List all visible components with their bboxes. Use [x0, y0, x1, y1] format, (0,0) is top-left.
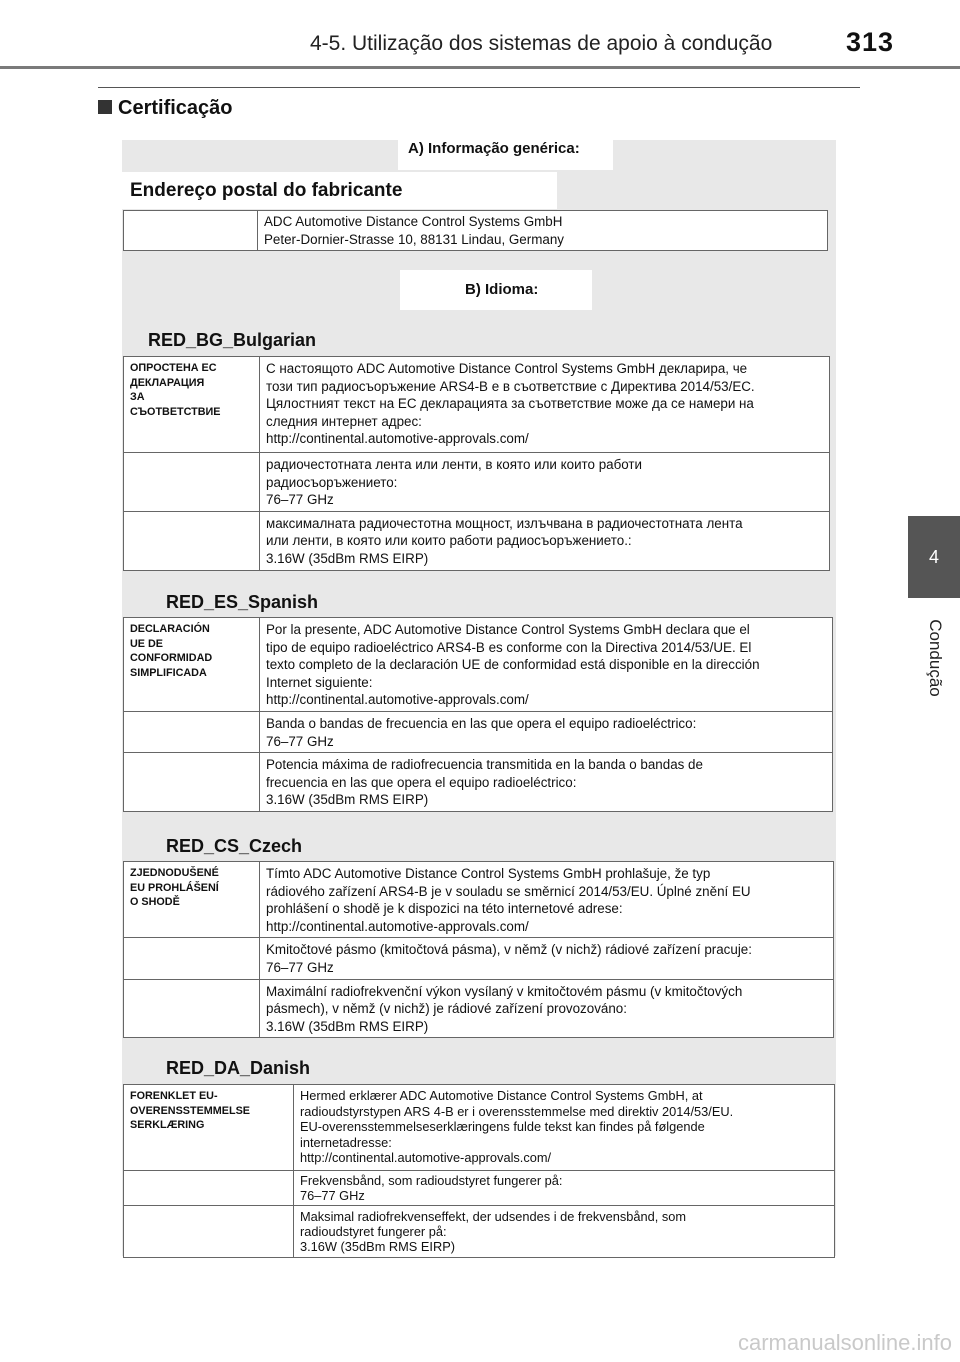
declaration-type-label: DECLARACIÓN UE DE CONFORMIDAD SIMPLIFICADA [124, 618, 260, 712]
max-power-text: Maximální radiofrekvenční výkon vysílaný v kmitočtovém pásmu (v kmitočtových pásmech), v němž (v nichž) je rádiové zařízení provozováno: 3.16W (35dBm RMS EIRP) [260, 979, 834, 1038]
section-rule [98, 87, 860, 88]
section-heading [98, 97, 233, 120]
max-power-text: Maksimal radiofrekvenseffekt, der udsendes i de frekvensbånd, som radioudstyret fungerer på: 3.16W (35dBm RMS EIRP) [294, 1206, 835, 1258]
block-heading: RED_ES_Spanish [166, 592, 319, 612]
language-label: B) Idioma: [465, 281, 539, 298]
block-heading: RED_BG_Bulgarian [148, 330, 317, 350]
declaration-type-label: ОПРОСТЕНА ЕС ДЕКЛАРАЦИЯ ЗА СЪОТВЕТСТВИЕ [124, 357, 260, 453]
watermark: carmanualsonline.info [737, 1330, 952, 1355]
address-table [123, 210, 828, 251]
section-heading-text: Certificação [118, 97, 233, 119]
empty-label-cell [124, 1206, 294, 1258]
frequency-band-text: Banda o bandas de frecuencia en las que opera el equipo radioeléctrico: 76–77 GHz [260, 712, 833, 753]
frequency-band-text: радиочестотната лента или ленти, в която или които работи радиосъоръжението: 76–77 GHz [260, 453, 830, 512]
empty-label-cell [124, 511, 260, 570]
empty-label-cell [124, 1171, 294, 1206]
running-header-title: 4-5. Utilização dos sistemas de apoio à condução [310, 32, 773, 55]
manufacturer-address-heading: Endereço postal do fabricante [130, 180, 403, 201]
declaration-text: С настоящото ADC Automotive Distance Control Systems GmbH декларира, че този тип радиосъоръжение ARS4-B е в съответствие с Директива 2014/53/ЕС. Цялостният текст на ЕС декларацията за съответствие може да се намери на следния интернет адрес: http://continental.automotive-approvals.com/ [260, 357, 830, 453]
address-label-cell [124, 211, 258, 251]
max-power-text: Potencia máxima de radiofrecuencia transmitida en la banda o bandas de frecuencia en las que opera el equipo radioeléctrico: 3.16W (35dBm RMS EIRP) [260, 753, 833, 812]
max-power-text: максималната радиочестотна мощност, излъчвана в радиочестотната лента или ленти, в която или които работи радиосъоръжението.: 3.16W (35dBm RMS EIRP) [260, 511, 830, 570]
square-bullet-icon [98, 100, 112, 114]
declaration-text: Hermed erklærer ADC Automotive Distance Control Systems GmbH, at radioudstyrstypen ARS 4-B er i overensstemmelse med direktiv 2014/53/EU. EU-overensstemmelseserklæringens fulde tekst kan findes på følgende internetadresse: http://continental.automotive-approvals.com/ [294, 1085, 835, 1171]
declaration-text: Por la presente, ADC Automotive Distance Control Systems GmbH declara que el tipo de equipo radioeléctrico ARS4-B es conforme con la Directiva 2014/53/UE. El texto completo de la declaración UE de conformidad está disponible en la dirección Internet siguiente: http://continental.automotive-approvals.com/ [260, 618, 833, 712]
empty-label-cell [124, 979, 260, 1038]
empty-label-cell [124, 938, 260, 979]
header-rule [0, 66, 960, 69]
chapter-label-text: Condução [926, 619, 945, 697]
address-line: Peter-Dornier-Strasse 10, 88131 Lindau, Germany [264, 231, 564, 247]
block-heading: RED_DA_Danish [166, 1058, 311, 1078]
declaration-type-label: ZJEDNODUŠENÉ EU PROHLÁŠENÍ O SHODĚ [124, 862, 260, 938]
certificate-table [123, 617, 833, 812]
empty-label-cell [124, 712, 260, 753]
declaration-text: Tímto ADC Automotive Distance Control Systems GmbH prohlašuje, že typ rádiového zařízení ARS4-B je v souladu se směrnicí 2014/53/EU. Úplné znění EU prohlášení o shodě je k dispozici na této internetové adrese: http://continental.automotive-approvals.com/ [260, 862, 834, 938]
chapter-tab: 4 [908, 516, 960, 598]
certificate-table [123, 1084, 835, 1258]
certificate-table [123, 356, 830, 571]
frequency-band-text: Kmitočtové pásmo (kmitočtová pásma), v němž (v nichž) rádiové zařízení pracuje: 76–77 GHz [260, 938, 834, 979]
empty-label-cell [124, 453, 260, 512]
address-cell [258, 211, 828, 251]
declaration-type-label: FORENKLET EU- OVERENSSTEMMELSE SERKLÆRING [124, 1085, 294, 1171]
frequency-band-text: Frekvensbånd, som radioudstyret fungerer på: 76–77 GHz [294, 1171, 835, 1206]
block-heading: RED_CS_Czech [166, 836, 303, 856]
generic-info-label: A) Informação genérica: [408, 140, 580, 157]
certificate-table [123, 861, 834, 1038]
address-line: ADC Automotive Distance Control Systems GmbH [264, 214, 563, 229]
empty-label-cell [124, 753, 260, 812]
chapter-label [910, 598, 960, 718]
page-number: 313 [846, 27, 895, 57]
